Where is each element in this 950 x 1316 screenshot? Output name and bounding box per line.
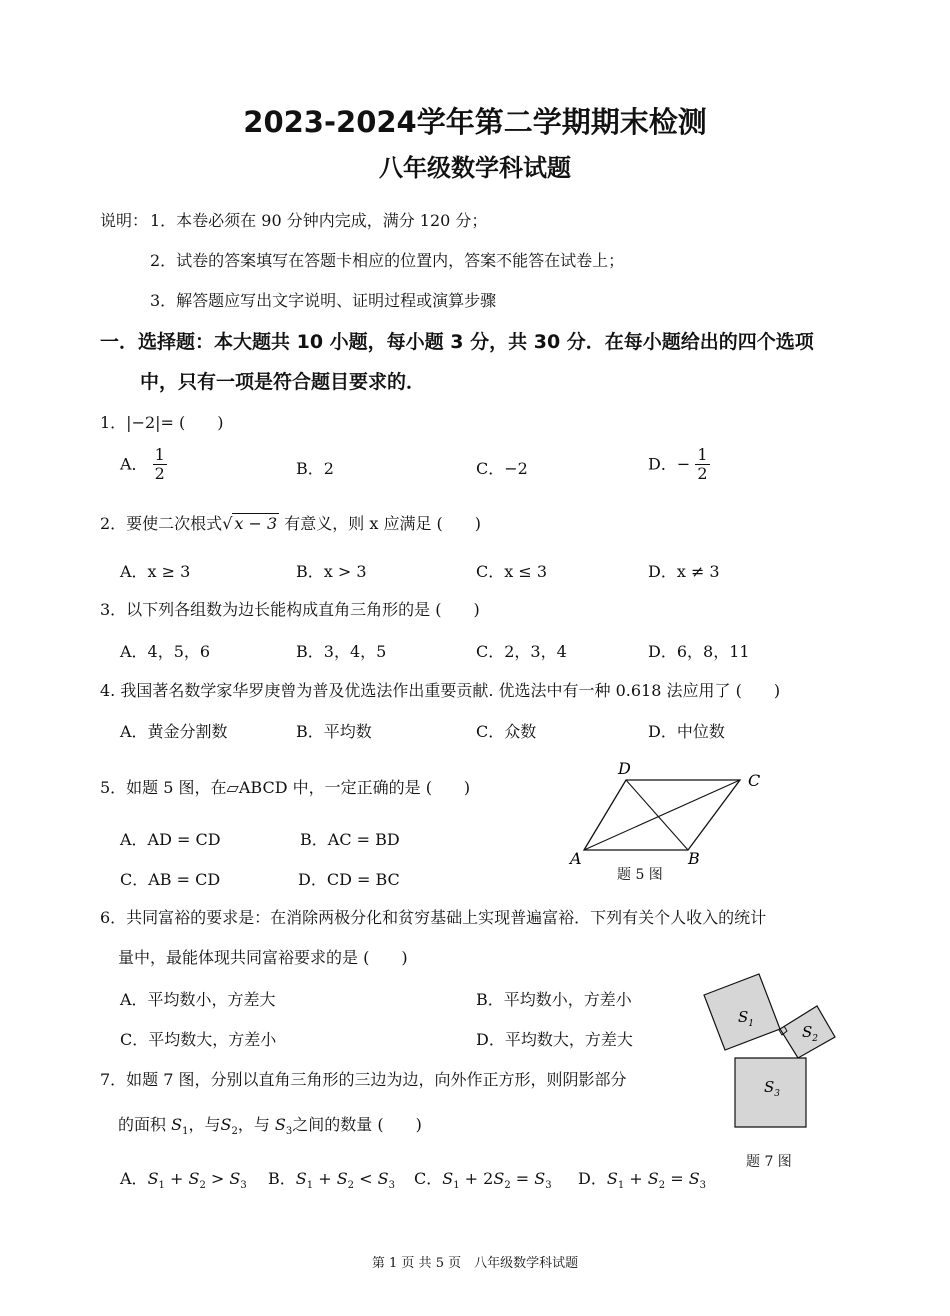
q6-option-a: A．平均数小，方差大 <box>120 990 276 1009</box>
page-subtitle: 八年级数学科试题 <box>379 154 571 182</box>
diagonal-ac <box>584 780 740 850</box>
q4-option-c: C．众数 <box>476 722 537 741</box>
q7-stem-line1: 7．如题 7 图，分别以直角三角形的三边为边，向外作正方形，则阴影部分 <box>100 1070 627 1089</box>
vertex-c-label: C <box>748 771 761 790</box>
q2-option-c: C．x ≤ 3 <box>476 562 548 581</box>
q1-stem: 1．|−2|= ( ) <box>100 413 224 432</box>
q6-stem-line1: 6．共同富裕的要求是：在消除两极分化和贫穷基础上实现普遍富裕．下列有关个人收入的统计 <box>100 908 767 927</box>
q1-option-b: B．2 <box>296 459 334 478</box>
q5-option-a: A．AD = CD <box>120 830 221 849</box>
label-s2: $S_2$ <box>802 1023 819 1044</box>
q1-option-a: A． $\frac{1}{2}$ <box>120 445 165 484</box>
label-s1: $S_1$ <box>738 1008 755 1029</box>
label-s3: $S_3$ <box>764 1078 781 1099</box>
q2-option-d: D．x ≠ 3 <box>648 562 720 581</box>
q5-parallelogram-figure <box>560 758 780 882</box>
q7-squares-figure <box>700 970 850 1140</box>
q1-option-c: C．−2 <box>476 459 528 478</box>
notes-lead: 说明： <box>100 211 149 230</box>
note-1: 1．本卷必须在 90 分钟内完成，满分 120 分； <box>150 211 488 230</box>
q5-figure-caption: 题 5 图 <box>617 867 663 883</box>
q5-option-c: C．AB = CD <box>120 870 221 889</box>
note-3: 3．解答题应写出文字说明、证明过程或演算步骤 <box>150 291 497 310</box>
note-2: 2．试卷的答案填写在答题卡相应的位置内，答案不能答在试卷上； <box>150 251 625 270</box>
q2-stem: 2．要使二次根式√ x − 3 有意义，则 x 应满足 ( ) <box>100 514 482 533</box>
q4-option-a: A．黄金分割数 <box>120 722 228 741</box>
section-header-line1: 一．选择题：本大题共 10 小题，每小题 3 分，共 30 分．在每小题给出的四个选项 <box>100 331 814 353</box>
q6-option-d: D．平均数大，方差大 <box>476 1030 633 1049</box>
q5-stem: 5．如题 5 图，在▱ABCD 中，一定正确的是 ( ) <box>100 778 471 797</box>
page-title: 2023-2024学年第二学期期末检测 <box>243 105 707 139</box>
q4-option-d: D．中位数 <box>648 722 725 741</box>
q7-option-b: B．$S_1 + S_2 < S_3$ <box>268 1169 395 1192</box>
q1-d-fraction: $\frac{1}{2}$ <box>697 445 708 484</box>
page-footer: 第 1 页 共 5 页 八年级数学科试题 <box>371 1256 579 1271</box>
q7-option-a: A．$S_1 + S_2 > S_3$ <box>120 1169 247 1192</box>
vertex-b-label: B <box>688 849 700 868</box>
q3-option-d: D．6，8，11 <box>648 642 750 661</box>
q5-option-d: D．CD = BC <box>298 870 400 889</box>
q4-stem: 4. 我国著名数学家华罗庚曾为普及优选法作出重要贡献. 优选法中有一种 0.618 法应用了 ( ) <box>100 681 781 700</box>
q7-option-d: D．$S_1 + S_2 = S_3$ <box>578 1169 707 1192</box>
q6-stem-line2: 量中，最能体现共同富裕要求的是 ( ) <box>118 948 408 967</box>
q5-option-b: B．AC = BD <box>300 830 400 849</box>
q2-radicand: x − 3 <box>234 514 278 533</box>
q3-option-b: B．3，4，5 <box>296 642 387 661</box>
q2-option-b: B．x > 3 <box>296 562 367 581</box>
q7-stem-line2: 的面积 $S_1$，与$S_2$，与 $S_3$之间的数量 ( ) <box>118 1115 422 1138</box>
q7-option-c: C．$S_1 + 2S_2 = S_3$ <box>414 1169 552 1192</box>
q1-option-d: D．− $\frac{1}{2}$ <box>648 445 708 484</box>
q1-a-fraction: $\frac{1}{2}$ <box>154 445 165 484</box>
q6-option-b: B．平均数小，方差小 <box>476 990 632 1009</box>
q3-option-c: C．2，3，4 <box>476 642 567 661</box>
section-header-line2: 中，只有一项是符合题目要求的． <box>140 371 426 393</box>
q2-option-a: A．x ≥ 3 <box>120 562 191 581</box>
q7-figure-caption: 题 7 图 <box>746 1154 792 1170</box>
q6-option-c: C．平均数大，方差小 <box>120 1030 277 1049</box>
vertex-d-label: D <box>618 759 631 778</box>
q3-option-a: A．4，5，6 <box>120 642 211 661</box>
vertex-a-label: A <box>570 849 582 868</box>
q3-stem: 3．以下列各组数为边长能构成直角三角形的是 ( ) <box>100 600 480 619</box>
q4-option-b: B．平均数 <box>296 722 372 741</box>
diagonal-bd <box>626 780 688 850</box>
